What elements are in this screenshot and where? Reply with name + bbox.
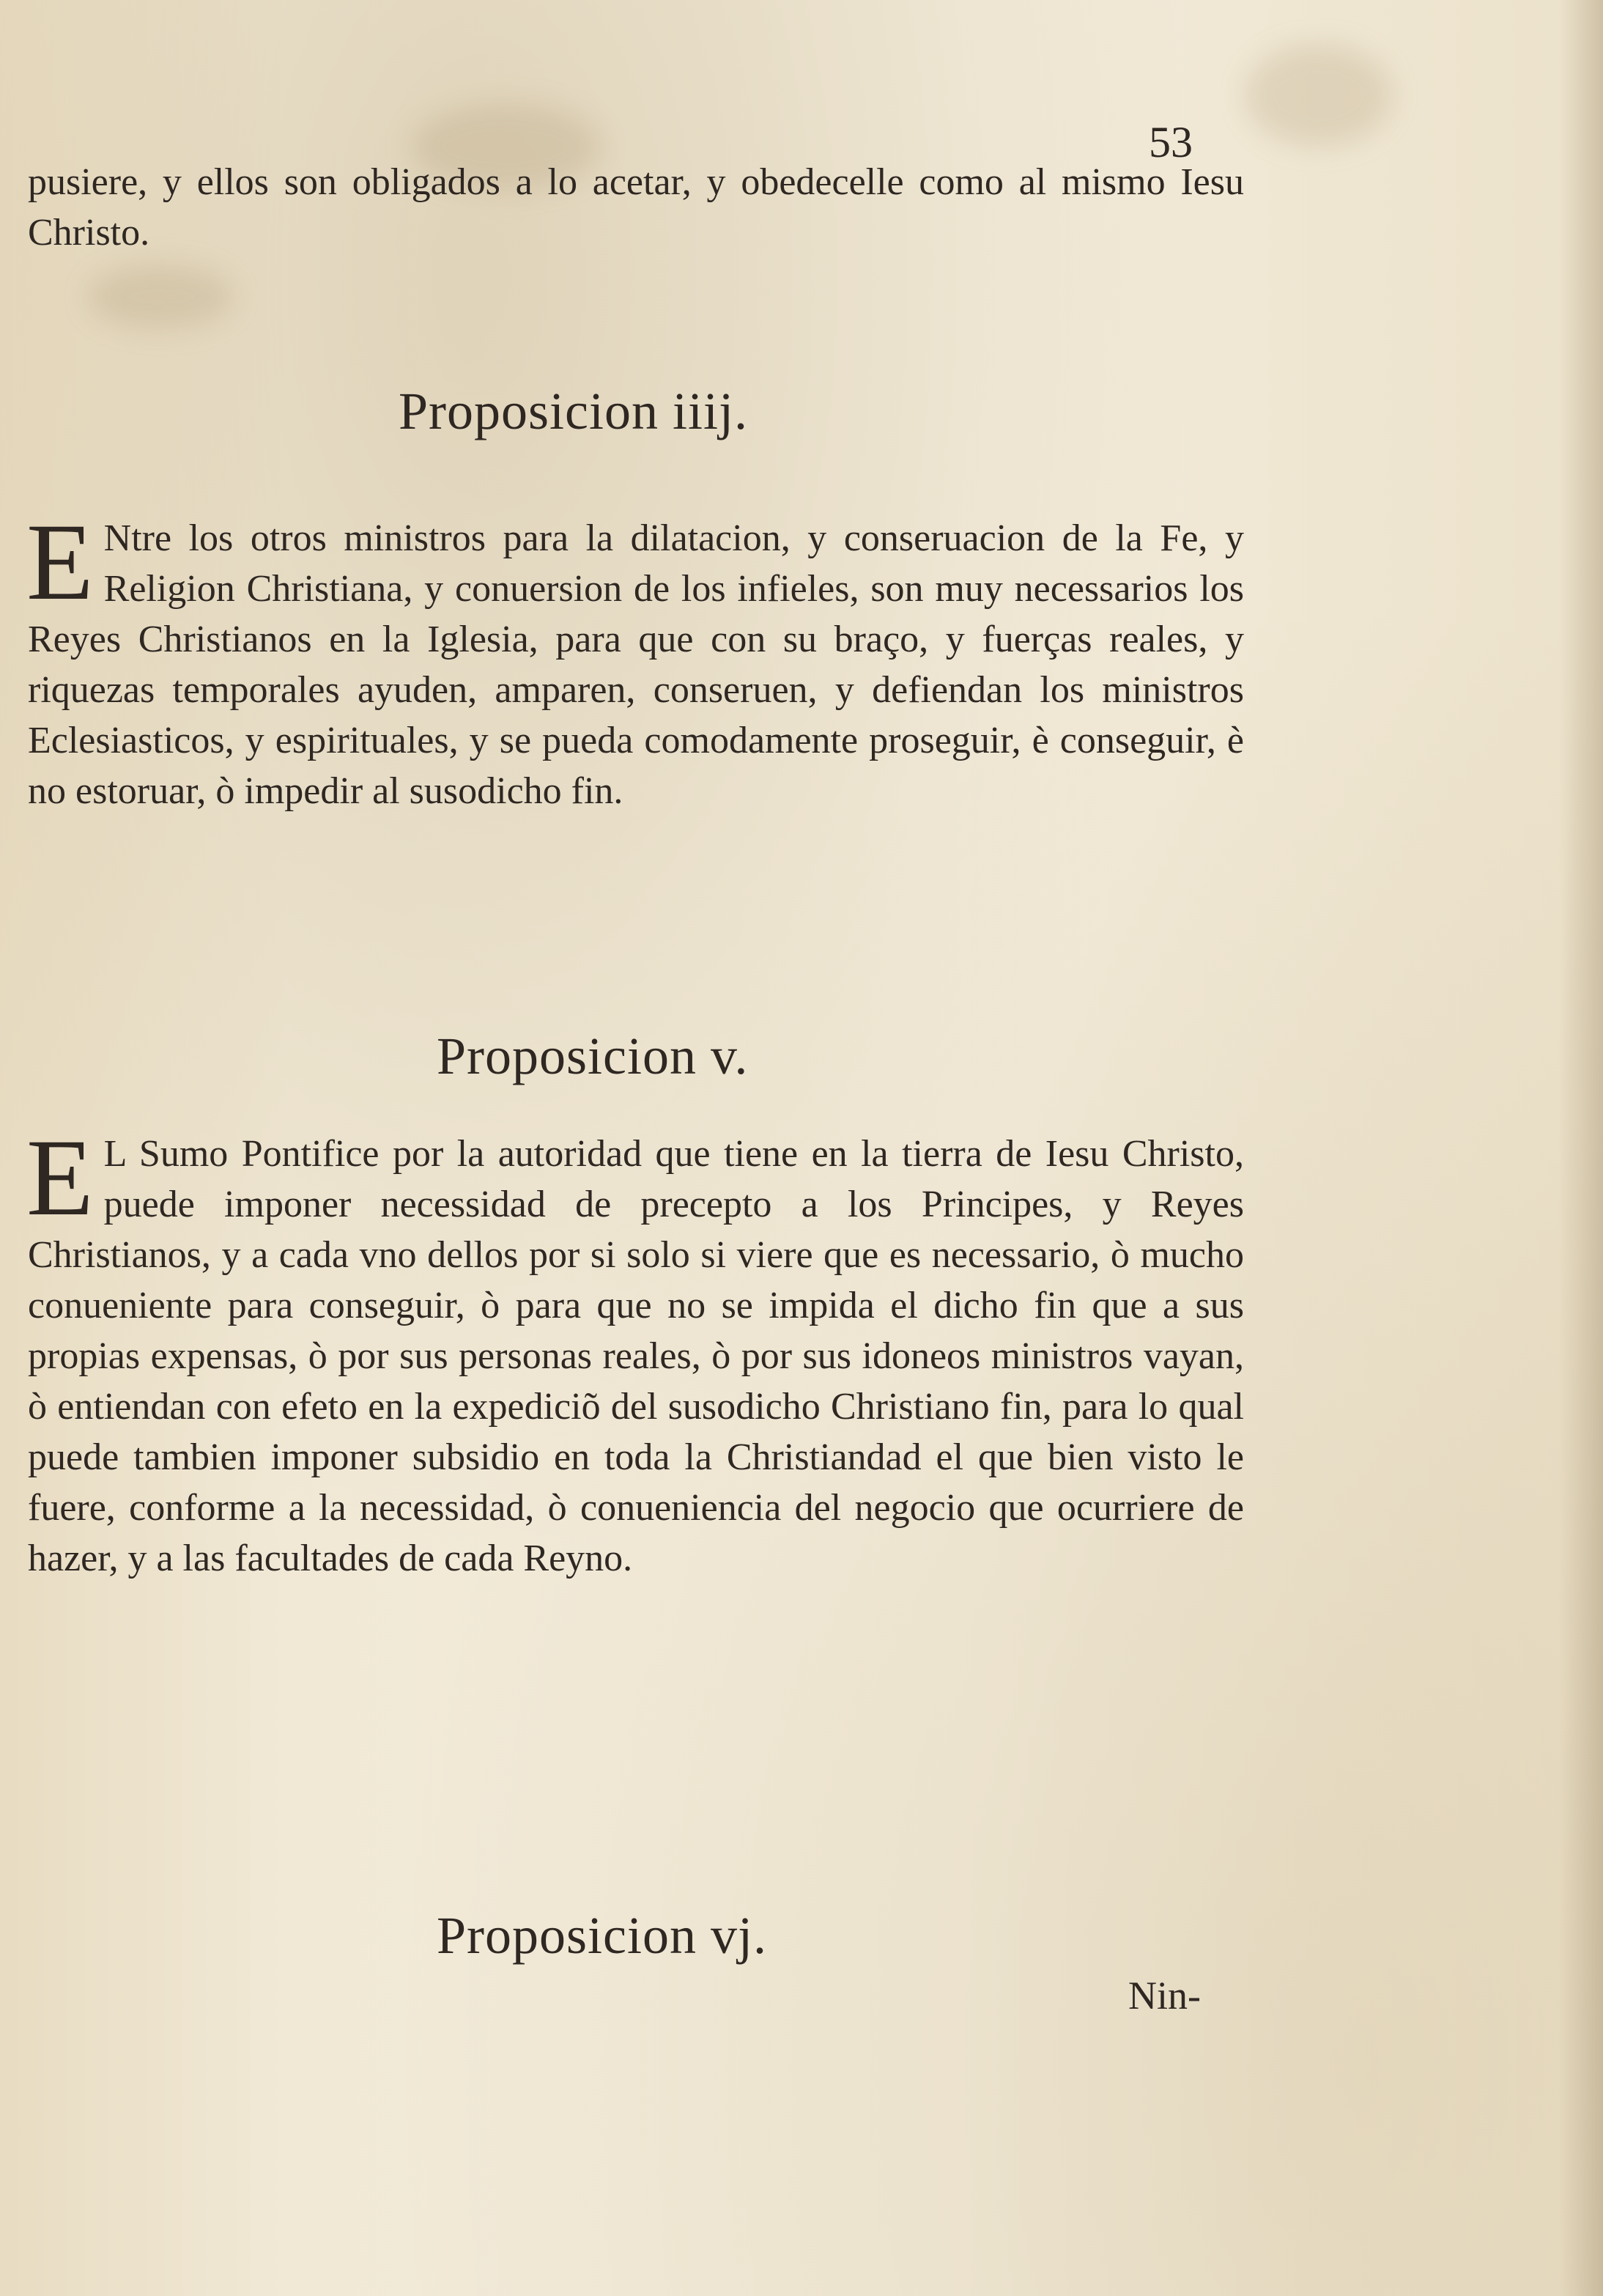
drop-cap: E	[26, 501, 94, 623]
paper-stain	[88, 264, 234, 330]
section-body	[26, 501, 1244, 816]
section-heading: Proposicion v.	[437, 1027, 749, 1085]
section-heading: Proposicion iiij.	[399, 382, 749, 440]
continuation-paragraph: pusiere, y ellos son obligados a lo acetar, y obedecelle como al mismo Iesu Christo.	[28, 161, 1244, 254]
catchword: Nin-	[1128, 1974, 1201, 2018]
paper-stain	[1245, 44, 1392, 147]
drop-cap: E	[26, 1117, 94, 1239]
page-gutter-shadow	[1559, 0, 1603, 2296]
section-paragraph: Ntre los otros ministros para la dilatacion, y conseruacion de la Fe, y Religion Christiana, y conuersion de los infieles, son muy necessarios los Reyes Christianos en la Iglesia, para que con su braço, y fuerças reales, y riquezas temporales ayuden, amparen, conseruen, y defiendan los ministros Eclesiasticos, y espirituales, y se pueda comodamente proseguir, è conseguir, è no estoruar, ò impedir al susodicho fin.	[28, 517, 1244, 812]
page-number: 53	[1149, 118, 1193, 166]
section-paragraph: L Sumo Pontifice por la autoridad que tiene en la tierra de Iesu Christo, puede imponer necessidad de precepto a los Principes, y Reyes Christianos, y a cada vno dellos por si solo si viere que es necessario, ò mucho conueniente para conseguir, ò para que no se impida el dicho fin que a sus propias expensas, ò por sus personas reales, ò por sus idoneos ministros vayan, ò entiendan con efeto en la expediciõ del susodicho Christiano fin, para lo qual puede tambien imponer subsidio en toda la Christiandad el que bien visto le fuere, conforme a la necessidad, ò conueniencia del negocio que ocurriere de hazer, y a las facultades de cada Reyno.	[28, 1133, 1244, 1579]
section-heading: Proposicion vj.	[437, 1906, 768, 1965]
section-body	[26, 1117, 1244, 1584]
